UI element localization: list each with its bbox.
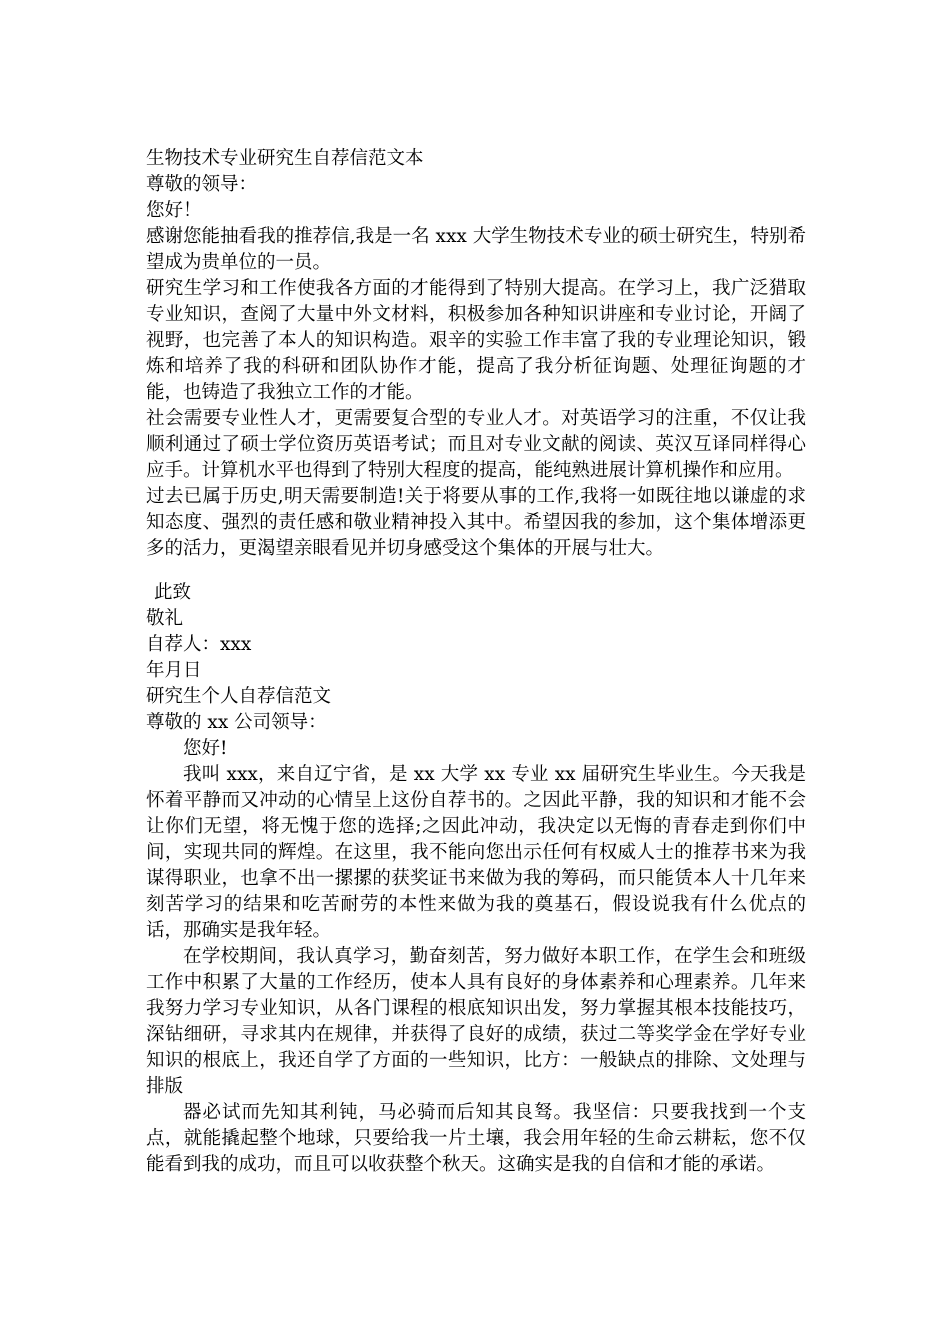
letter1-title: 生物技术专业研究生自荐信范文本 (146, 148, 424, 169)
letter1-paragraph: 研究生学习和工作使我各方面的才能得到了特别大提高。在学习上，我广泛猎取专业知识，查阅了大量中外文材料，积极参加各种知识讲座和专业讨论，开阔了视野，也完善了本人的知识构造。艰辛的实验工作丰富了我的专业理论知识，锻炼和培养了我的科研和团队协作才能，提高了我分析征询题、处理征询题的才能，也铸造了我独立工作的才能。 (146, 278, 806, 403)
letter2-greeting: 您好! (183, 738, 228, 759)
letter1-signer: 自荐人：xxx (146, 634, 252, 655)
letter2-paragraph: 器必试而先知其利钝，马必骑而后知其良驽。我坚信：只要我找到一个支点，就能撬起整个地球，只要给我一片土壤，我会用年轻的生命云耕耘，您不仅能看到我的成功，而且可以收获整个秋天。这确实是我的自信和才能的承诺。 (146, 1102, 806, 1175)
letter1-salutation: 尊敬的领导： (146, 174, 258, 195)
letter1-closing-jing-li: 敬礼 (146, 608, 184, 629)
letter2-paragraph: 在学校期间，我认真学习，勤奋刻苦，努力做好本职工作，在学生会和班级工作中积累了大量的工作经历，使本人具有良好的身体素养和心理素养。几年来我努力学习专业知识，从各门课程的根底知识出发，努力掌握其根本技能技巧，深钻细研，寻求其内在规律，并获得了良好的成绩，获过二等奖学金在学好专业知识的根底上，我还自学了方面的一些知识，比方：一般缺点的排除、文处理与排版 (146, 946, 806, 1097)
letter2-paragraph: 我叫 xxx，来自辽宁省，是 xx 大学 xx 专业 xx 届研究生毕业生。今天我是怀着平静而又冲动的心情呈上这份自荐书的。之因此平静，我的知识和才能不会让你们无望，将无愧于您的选择;之因此冲动，我决定以无悔的青春走到你们中间，实现共同的辉煌。在这里，我不能向您出示任何有权威人士的推荐书来为我谋得职业，也拿不出一摞摞的获奖证书来做为我的筹码，而只能赁本人十几年来刻苦学习的结果和吃苦耐劳的本性来做为我的奠基石，假设说我有什么优点的话，那确实是我年轻。 (146, 764, 806, 941)
letter1-date: 年月日 (146, 660, 202, 681)
document-body (146, 146, 806, 1178)
letter2-title: 研究生个人自荐信范文 (146, 686, 332, 707)
paragraph-gap (146, 562, 806, 580)
letter1-paragraph: 过去已属于历史,明天需要制造!关于将要从事的工作,我将一如既往地以谦虚的求知态度、强烈的责任感和敬业精神投入其中。希望因我的参加，这个集体增添更多的活力，更渴望亲眼看见并切身感受这个集体的开展与壮大。 (146, 486, 806, 559)
letter1-closing-ci-zhi: 此致 (154, 582, 192, 603)
letter1-paragraph: 社会需要专业性人才，更需要复合型的专业人才。对英语学习的注重，不仅让我顺利通过了硕士学位资历英语考试；而且对专业文献的阅读、英汉互译同样得心应手。计算机水平也得到了特别大程度的提高，能纯熟进展计算机操作和应用。 (146, 408, 806, 481)
letter1-greeting: 您好！ (146, 200, 202, 221)
letter2-salutation: 尊敬的 xx 公司领导： (146, 712, 327, 733)
letter1-paragraph: 感谢您能抽看我的推荐信,我是一名 xxx 大学生物技术专业的硕士研究生，特别希望成为贵单位的一员。 (146, 226, 806, 273)
